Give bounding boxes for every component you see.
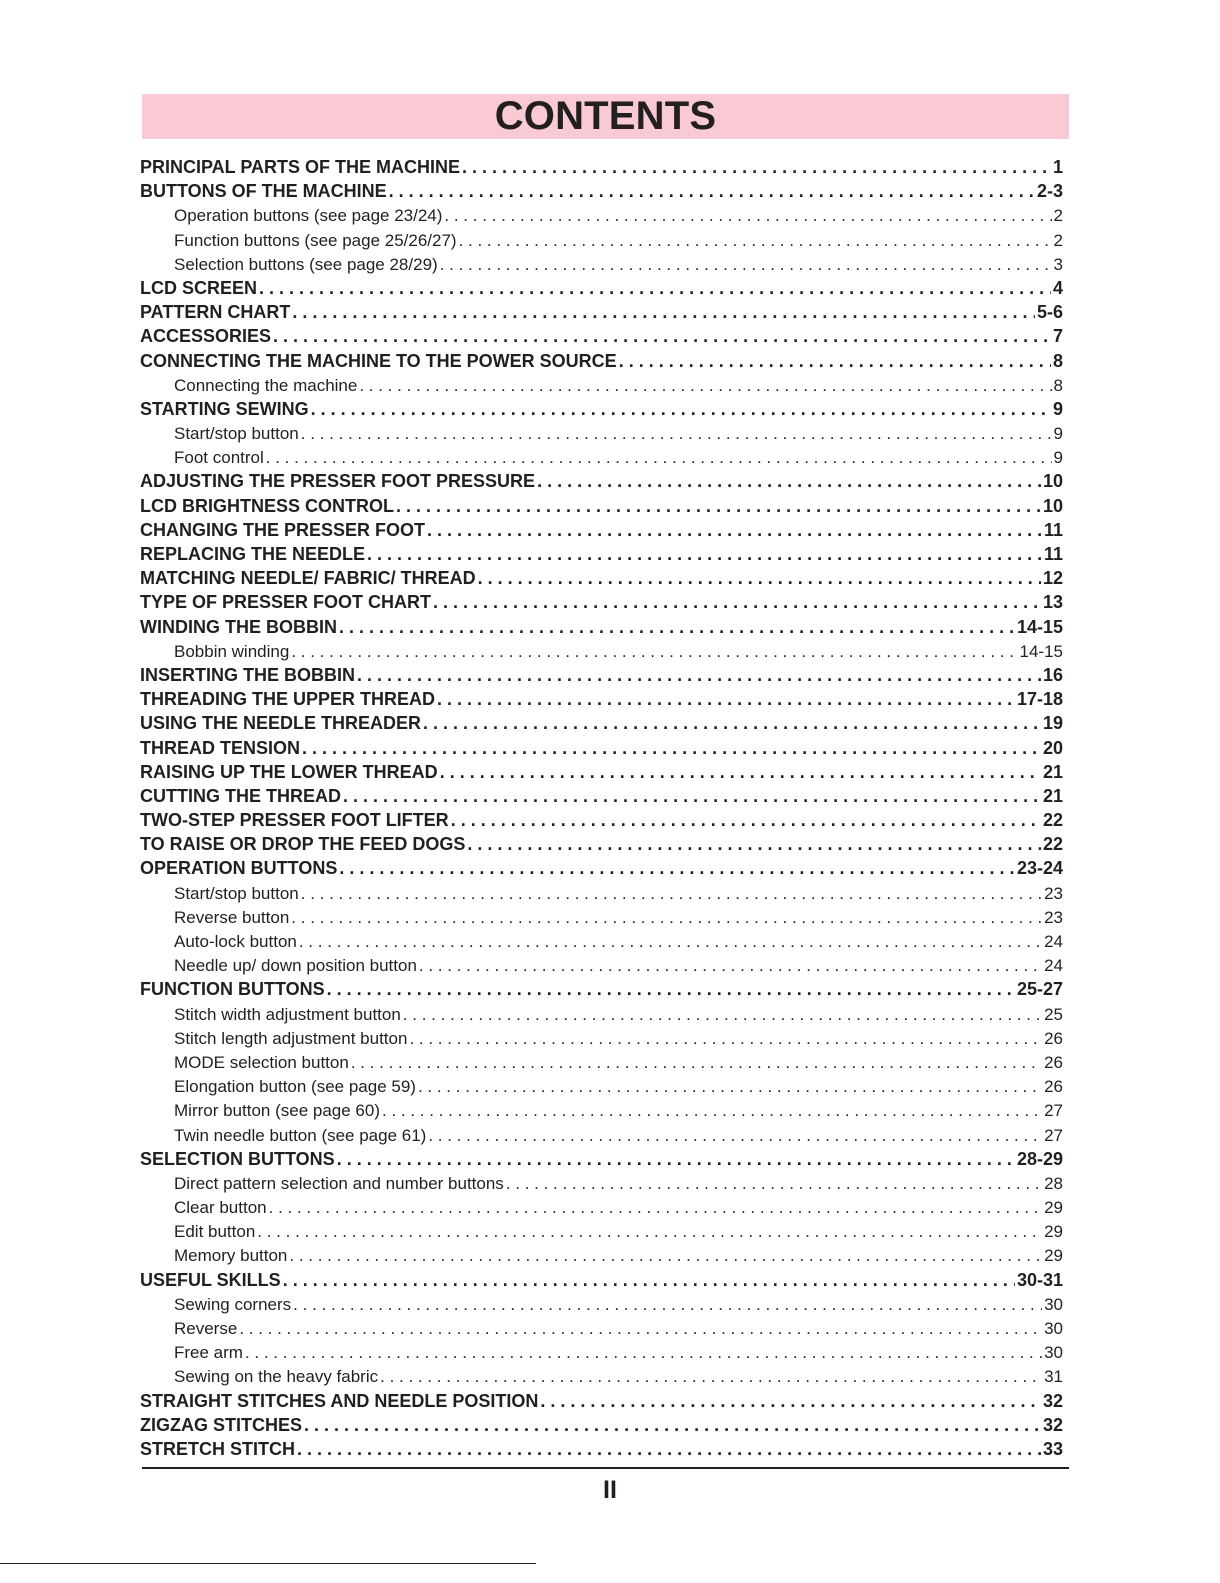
toc-section-entry[interactable]: [140, 398, 1063, 421]
toc-entry-label: Stitch width adjustment button: [174, 1004, 401, 1024]
toc-section-entry[interactable]: [140, 301, 1063, 324]
toc-entry-page-number: 2-3: [1036, 181, 1063, 202]
toc-subsection-entry[interactable]: [140, 1220, 1063, 1243]
dot-leader: [359, 374, 1051, 397]
toc-section-entry[interactable]: [140, 688, 1063, 711]
toc-entry-label: BUTTONS OF THE MACHINE: [140, 181, 387, 202]
toc-entry-page-number: 8: [1052, 350, 1063, 371]
toc-entry-page-number: 32: [1042, 1414, 1063, 1435]
toc-subsection-entry[interactable]: [140, 930, 1063, 953]
toc-section-entry[interactable]: [140, 1148, 1063, 1171]
toc-entry-page-number: 14-15: [1019, 641, 1063, 661]
dot-leader: [259, 277, 1051, 300]
toc-entry-page-number: 29: [1044, 1222, 1063, 1242]
toc-entry-label: CONNECTING THE MACHINE TO THE POWER SOURCE: [140, 350, 617, 371]
toc-subsection-entry[interactable]: [140, 1075, 1063, 1098]
toc-entry-page-number: 26: [1044, 1052, 1063, 1072]
dot-leader: [389, 180, 1035, 203]
dot-leader: [380, 1365, 1042, 1388]
toc-entry-page-number: 23: [1044, 883, 1063, 903]
toc-entry-label: STRETCH STITCH: [140, 1438, 295, 1459]
contents-title-banner: [142, 94, 1069, 139]
toc-entry-label: Connecting the machine: [174, 375, 358, 395]
toc-entry-page-number: 28-29: [1016, 1148, 1063, 1169]
toc-entry-label: CHANGING THE PRESSER FOOT: [140, 519, 426, 540]
dot-leader: [293, 1293, 1042, 1316]
toc-entry-page-number: 31: [1044, 1367, 1063, 1387]
toc-entry-label: MODE selection button: [174, 1052, 349, 1072]
toc-section-entry[interactable]: [140, 591, 1063, 614]
dot-leader: [351, 1051, 1042, 1074]
page-number: II: [603, 1476, 617, 1504]
toc-entry-label: Clear button: [174, 1198, 267, 1218]
toc-entry-page-number: 21: [1042, 761, 1063, 782]
toc-entry-label: Stitch length adjustment button: [174, 1028, 408, 1048]
toc-subsection-entry[interactable]: [140, 1051, 1063, 1074]
dot-leader: [506, 1172, 1042, 1195]
toc-entry-label: CUTTING THE THREAD: [140, 785, 341, 806]
toc-entry-page-number: 32: [1042, 1390, 1063, 1411]
toc-section-entry[interactable]: [140, 616, 1063, 639]
toc-entry-label: RAISING UP THE LOWER THREAD: [140, 761, 438, 782]
toc-entry-page-number: 10: [1042, 471, 1063, 492]
dot-leader: [433, 591, 1041, 614]
toc-subsection-entry[interactable]: [140, 1124, 1063, 1147]
dot-leader: [382, 1099, 1042, 1122]
toc-section-entry[interactable]: [140, 519, 1063, 542]
toc-subsection-entry[interactable]: [140, 1099, 1063, 1122]
toc-subsection-entry[interactable]: [140, 1027, 1063, 1050]
toc-subsection-entry[interactable]: [140, 374, 1063, 397]
toc-entry-page-number: 1: [1052, 157, 1063, 177]
toc-entry-page-number: 14-15: [1016, 616, 1063, 637]
dot-leader: [459, 229, 1052, 252]
dot-leader: [367, 543, 1042, 566]
page-title: CONTENTS: [494, 94, 717, 138]
toc-entry-label: PATTERN CHART: [140, 302, 291, 323]
toc-entry-page-number: 5-6: [1036, 302, 1063, 323]
toc-subsection-entry[interactable]: [140, 954, 1063, 977]
toc-entry-page-number: 9: [1053, 448, 1063, 468]
toc-section-entry[interactable]: [140, 350, 1063, 373]
toc-section-entry[interactable]: [140, 1269, 1063, 1292]
toc-entry-label: USING THE NEEDLE THREADER: [140, 713, 422, 734]
toc-entry-label: Free arm: [174, 1343, 243, 1363]
dot-leader: [301, 422, 1052, 445]
toc-entry-label: STRAIGHT STITCHES AND NEEDLE POSITION: [140, 1390, 539, 1411]
toc-entry-label: LCD BRIGHTNESS CONTROL: [140, 495, 394, 516]
toc-entry-page-number: 27: [1044, 1125, 1063, 1145]
toc-subsection-entry[interactable]: [140, 882, 1063, 905]
dot-leader: [302, 737, 1041, 760]
toc-entry-label: Foot control: [174, 448, 264, 468]
toc-entry-label: Reverse: [174, 1319, 238, 1338]
toc-entry-page-number: 30: [1044, 1294, 1063, 1314]
toc-section-entry[interactable]: [140, 495, 1063, 518]
toc-section-entry[interactable]: [140, 978, 1063, 1001]
toc-section-entry[interactable]: [140, 156, 1063, 179]
toc-entry-page-number: 25: [1044, 1004, 1063, 1024]
toc-entry-page-number: 12: [1042, 568, 1063, 589]
toc-entry-label: Direct pattern selection and number buttons: [174, 1173, 504, 1193]
toc-subsection-entry[interactable]: [140, 253, 1063, 276]
toc-entry-page-number: 23: [1044, 907, 1063, 927]
toc-subsection-entry[interactable]: [140, 229, 1063, 252]
toc-entry-label: Elongation button (see page 59): [174, 1077, 416, 1097]
dot-leader: [462, 156, 1051, 179]
toc-entry-page-number: 26: [1044, 1028, 1063, 1048]
toc-entry-label: Auto-lock button: [174, 932, 297, 951]
toc-section-entry[interactable]: [140, 1390, 1063, 1413]
dot-leader: [291, 906, 1042, 929]
dot-leader: [304, 1414, 1041, 1437]
toc-entry-label: ACCESSORIES: [140, 326, 272, 347]
dot-leader: [444, 204, 1051, 227]
table-of-contents: [140, 156, 1063, 1461]
toc-entry-page-number: 24: [1044, 956, 1063, 976]
dot-leader: [537, 470, 1041, 493]
toc-entry-label: ADJUSTING THE PRESSER FOOT PRESSURE: [140, 471, 536, 492]
toc-entry-label: TO RAISE OR DROP THE FEED DOGS: [140, 834, 466, 855]
toc-entry-label: Needle up/ down position button: [174, 956, 417, 976]
dot-leader: [311, 398, 1051, 421]
toc-section-entry[interactable]: [140, 761, 1063, 784]
dot-leader: [292, 301, 1035, 324]
dot-leader: [418, 1075, 1042, 1098]
toc-entry-label: STARTING SEWING: [140, 398, 309, 419]
dot-leader: [440, 253, 1052, 276]
dot-leader: [273, 325, 1051, 348]
toc-entry-label: TYPE OF PRESSER FOOT CHART: [140, 592, 432, 613]
dot-leader: [339, 857, 1015, 880]
toc-section-entry[interactable]: [140, 470, 1063, 493]
toc-entry-label: Sewing corners: [174, 1294, 292, 1314]
toc-entry-page-number: 29: [1044, 1246, 1063, 1266]
toc-entry-page-number: 25-27: [1016, 979, 1063, 1000]
toc-entry-page-number: 3: [1053, 254, 1063, 274]
toc-entry-label: Reverse button: [174, 907, 290, 927]
toc-entry-page-number: 2: [1053, 206, 1063, 226]
toc-entry-page-number: 16: [1042, 664, 1063, 685]
dot-leader: [339, 616, 1015, 639]
toc-subsection-entry[interactable]: [140, 640, 1063, 663]
toc-entry-label: Bobbin winding: [174, 641, 290, 661]
toc-entry-label: THREADING THE UPPER THREAD: [140, 689, 436, 710]
toc-entry-label: Sewing on the heavy fabric: [174, 1367, 379, 1387]
dot-leader: [343, 785, 1041, 808]
toc-entry-page-number: 11: [1043, 519, 1063, 540]
toc-entry-label: Start/stop button: [174, 424, 299, 444]
toc-entry-page-number: 20: [1042, 737, 1063, 758]
dot-leader: [337, 1148, 1015, 1171]
toc-entry-page-number: 28: [1044, 1173, 1063, 1193]
dot-leader: [409, 1027, 1042, 1050]
toc-subsection-entry[interactable]: [140, 1003, 1063, 1026]
toc-entry-page-number: 2: [1053, 230, 1063, 250]
toc-entry-page-number: 13: [1042, 592, 1063, 613]
toc-section-entry[interactable]: [140, 833, 1063, 856]
dot-leader: [257, 1220, 1042, 1243]
dot-leader: [283, 1269, 1015, 1292]
dot-leader: [467, 833, 1041, 856]
toc-entry-label: Mirror button (see page 60): [174, 1101, 380, 1121]
toc-entry-label: MATCHING NEEDLE/ FABRIC/ THREAD: [140, 568, 476, 589]
toc-entry-label: ZIGZAG STITCHES: [140, 1414, 302, 1435]
toc-section-entry[interactable]: [140, 857, 1063, 880]
dot-leader: [451, 809, 1041, 832]
toc-entry-page-number: 22: [1042, 834, 1063, 855]
toc-subsection-entry[interactable]: [140, 1196, 1063, 1219]
toc-section-entry[interactable]: [140, 567, 1063, 590]
toc-subsection-entry[interactable]: [140, 1317, 1063, 1340]
toc-entry-page-number: 30-31: [1016, 1269, 1063, 1290]
dot-leader: [419, 954, 1042, 977]
toc-entry-page-number: 24: [1044, 932, 1063, 951]
bottom-edge-line: [0, 1563, 536, 1564]
toc-entry-label: Memory button: [174, 1246, 288, 1266]
toc-section-entry[interactable]: [140, 809, 1063, 832]
toc-entry-label: OPERATION BUTTONS: [140, 858, 338, 879]
toc-entry-page-number: 17-18: [1016, 689, 1063, 710]
toc-section-entry[interactable]: [140, 277, 1063, 300]
dot-leader: [327, 978, 1015, 1001]
dot-leader: [301, 882, 1042, 905]
toc-entry-label: Selection buttons (see page 28/29): [174, 254, 438, 274]
toc-entry-label: LCD SCREEN: [140, 277, 258, 298]
toc-section-entry[interactable]: [140, 180, 1063, 203]
toc-subsection-entry[interactable]: [140, 906, 1063, 929]
toc-entry-page-number: 22: [1042, 810, 1063, 831]
toc-entry-label: THREAD TENSION: [140, 737, 301, 758]
dot-leader: [299, 930, 1042, 953]
dot-leader: [269, 1196, 1042, 1219]
dot-leader: [428, 1124, 1042, 1147]
toc-section-entry[interactable]: [140, 1438, 1063, 1461]
toc-entry-label: Operation buttons (see page 23/24): [174, 206, 443, 226]
toc-entry-page-number: 26: [1044, 1077, 1063, 1097]
dot-leader: [619, 350, 1051, 373]
toc-section-entry[interactable]: [140, 543, 1063, 566]
dot-leader: [437, 688, 1015, 711]
toc-entry-page-number: 27: [1044, 1101, 1063, 1121]
toc-entry-page-number: 23-24: [1016, 858, 1063, 879]
toc-subsection-entry[interactable]: [140, 1244, 1063, 1267]
toc-entry-label: USEFUL SKILLS: [140, 1269, 281, 1290]
dot-leader: [440, 761, 1041, 784]
toc-entry-page-number: 7: [1052, 326, 1063, 347]
dot-leader: [291, 640, 1017, 663]
toc-section-entry[interactable]: [140, 664, 1063, 687]
toc-entry-page-number: 30: [1044, 1319, 1063, 1338]
dot-leader: [478, 567, 1041, 590]
toc-entry-page-number: 33: [1042, 1438, 1063, 1459]
toc-entry-page-number: 10: [1042, 495, 1063, 516]
toc-entry-label: Start/stop button: [174, 883, 299, 903]
toc-entry-page-number: 30: [1044, 1343, 1063, 1363]
toc-subsection-entry[interactable]: [140, 204, 1063, 227]
toc-entry-page-number: 21: [1042, 785, 1063, 806]
toc-entry-page-number: 8: [1053, 375, 1063, 395]
toc-entry-label: SELECTION BUTTONS: [140, 1148, 335, 1169]
toc-subsection-entry[interactable]: [140, 1172, 1063, 1195]
toc-section-entry[interactable]: [140, 325, 1063, 348]
toc-subsection-entry[interactable]: [140, 446, 1063, 469]
dot-leader: [357, 664, 1041, 687]
toc-entry-page-number: 29: [1044, 1198, 1063, 1218]
toc-entry-label: Twin needle button (see page 61): [174, 1125, 427, 1145]
toc-entry-label: REPLACING THE NEEDLE: [140, 544, 366, 564]
dot-leader: [423, 712, 1041, 735]
toc-entry-page-number: 11: [1043, 544, 1063, 564]
dot-leader: [266, 446, 1052, 469]
toc-entry-label: Edit button: [174, 1222, 256, 1242]
toc-subsection-entry[interactable]: [140, 1341, 1063, 1364]
toc-section-entry[interactable]: [140, 712, 1063, 735]
toc-section-entry[interactable]: [140, 737, 1063, 760]
toc-entry-label: FUNCTION BUTTONS: [140, 979, 325, 1000]
dot-leader: [289, 1244, 1042, 1267]
toc-section-entry[interactable]: [140, 1414, 1063, 1437]
footer-divider: [142, 1467, 1069, 1469]
toc-subsection-entry[interactable]: [140, 1293, 1063, 1316]
toc-entry-page-number: 9: [1053, 424, 1063, 444]
dot-leader: [245, 1341, 1042, 1364]
toc-entry-label: Function buttons (see page 25/26/27): [174, 230, 457, 250]
toc-subsection-entry[interactable]: [140, 422, 1063, 445]
dot-leader: [396, 495, 1041, 518]
dot-leader: [403, 1003, 1042, 1026]
toc-entry-label: PRINCIPAL PARTS OF THE MACHINE: [140, 157, 461, 177]
dot-leader: [427, 519, 1042, 542]
toc-entry-page-number: 9: [1052, 398, 1063, 419]
dot-leader: [540, 1390, 1041, 1413]
dot-leader: [239, 1317, 1042, 1340]
toc-entry-page-number: 4: [1052, 277, 1063, 298]
toc-entry-label: WINDING THE BOBBIN: [140, 616, 337, 637]
toc-entry-page-number: 19: [1042, 713, 1063, 734]
toc-section-entry[interactable]: [140, 785, 1063, 808]
toc-entry-label: INSERTING THE BOBBIN: [140, 664, 356, 685]
toc-entry-label: TWO-STEP PRESSER FOOT LIFTER: [140, 810, 449, 831]
dot-leader: [297, 1438, 1041, 1461]
toc-subsection-entry[interactable]: [140, 1365, 1063, 1388]
